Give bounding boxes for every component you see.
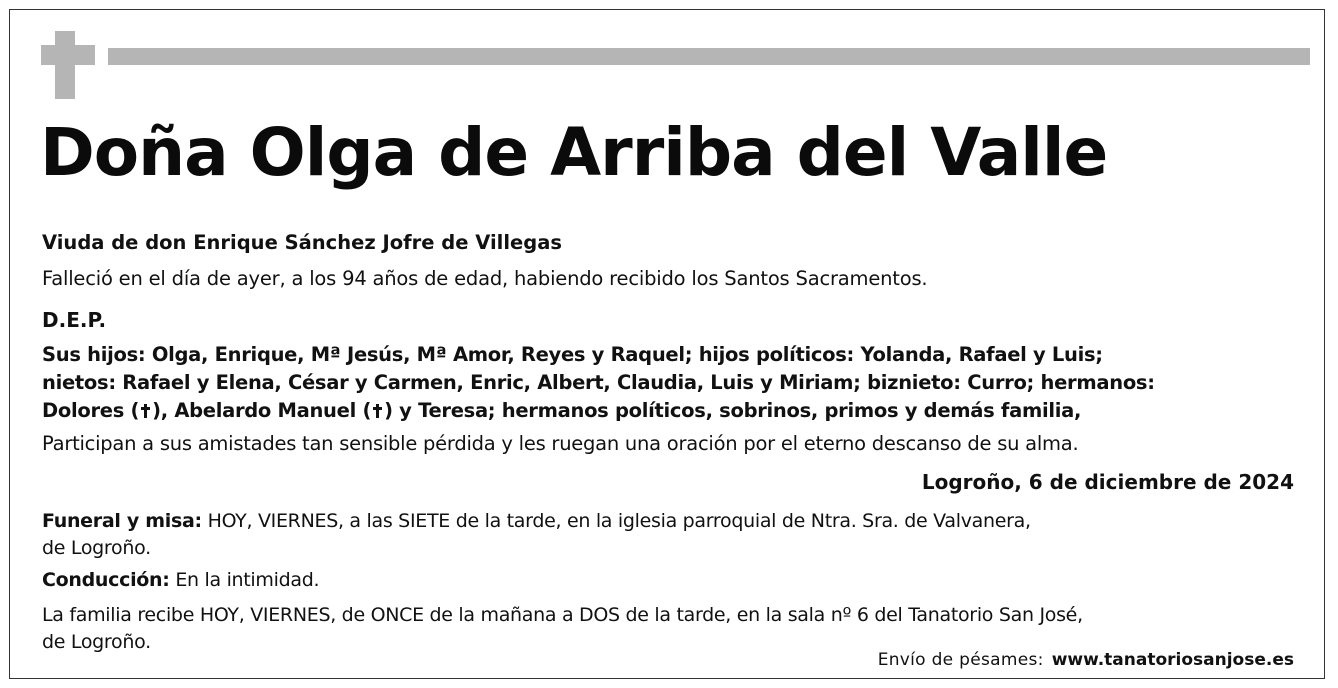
website-link[interactable]: www.tanatoriosanjose.es xyxy=(1051,650,1294,670)
participan-line: Participan a sus amistades tan sensible pérdida y les ruegan una oración por el eterno descanso de su alma. xyxy=(42,432,1079,455)
cross-icon-vertical xyxy=(55,31,75,99)
family-line-2: nietos: Rafael y Elena, César y Carmen, Enric, Albert, Claudia, Luis y Miriam; biznieto: Curro; hermanos: xyxy=(42,371,1155,394)
dep-line: D.E.P. xyxy=(42,308,107,332)
visitation-line-2: de Logroño. xyxy=(42,631,151,653)
family-line-3-part-b: ), Abelardo Manuel ( xyxy=(152,399,372,422)
deceased-cross-icon xyxy=(141,404,150,418)
widow-of-line: Viuda de don Enrique Sánchez Jofre de Villegas xyxy=(42,231,562,254)
condolences-line xyxy=(878,650,1294,670)
header-bar xyxy=(108,48,1310,65)
family-line-1: Sus hijos: Olga, Enrique, Mª Jesús, Mª Amor, Reyes y Raquel; hijos políticos: Yolanda, Rafael y Luis; xyxy=(42,343,1103,366)
family-line-3 xyxy=(42,397,1081,425)
funeral-line xyxy=(42,510,1031,532)
condolences-label: Envío de pésames: xyxy=(877,650,1044,670)
family-line-3-part-c: ) y Teresa; hermanos políticos, sobrinos, primos y demás familia, xyxy=(384,399,1082,422)
family-line-3-part-a: Dolores ( xyxy=(42,399,140,422)
conduccion-text: En la intimidad. xyxy=(169,569,320,591)
place-date: Logroño, 6 de diciembre de 2024 xyxy=(921,470,1294,494)
funeral-text: HOY, VIERNES, a las SIETE de la tarde, en la iglesia parroquial de Ntra. Sra. de Valvanera, xyxy=(201,510,1031,532)
conduccion-label: Conducción: xyxy=(42,569,170,591)
death-statement: Falleció en el día de ayer, a los 94 años de edad, habiendo recibido los Santos Sacramentos. xyxy=(42,267,928,290)
funeral-line-2: de Logroño. xyxy=(42,537,151,559)
deceased-name: Doña Olga de Arriba del Valle xyxy=(40,114,1108,191)
funeral-label: Funeral y misa: xyxy=(42,510,202,532)
visitation-line-1: La familia recibe HOY, VIERNES, de ONCE de la mañana a DOS de la tarde, en la sala nº 6 del Tanatorio San José, xyxy=(42,604,1083,626)
cross-icon-horizontal xyxy=(41,45,95,65)
deceased-cross-icon xyxy=(373,404,382,418)
conduccion-line xyxy=(42,569,319,591)
